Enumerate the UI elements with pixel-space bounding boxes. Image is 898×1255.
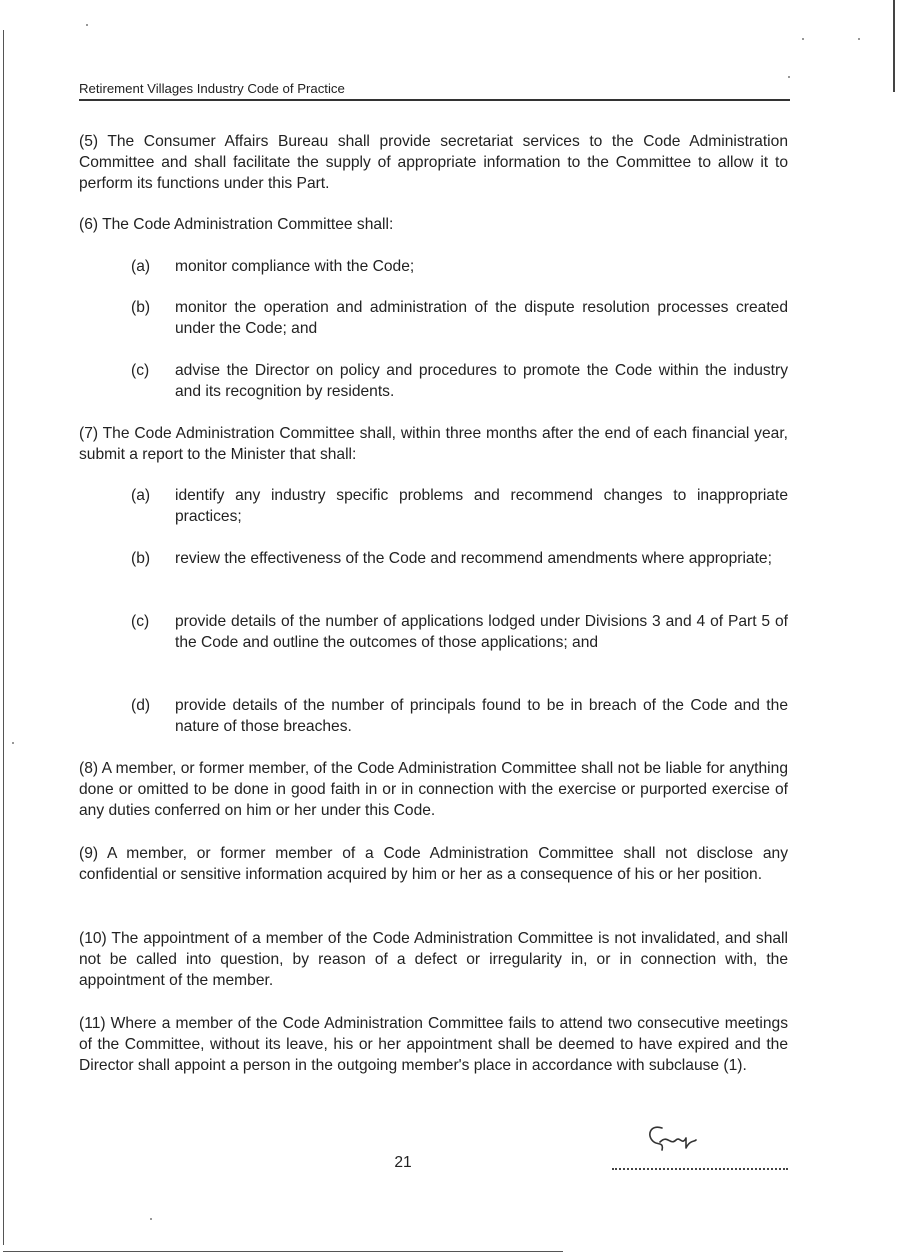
list-item-label: (a) (131, 258, 151, 275)
paragraph-9: (9) A member, or former member of a Code Administration Committee shall not disclose any confidential or sensitive information acquired by him or her as a consequence of his or her position. (79, 845, 788, 883)
scan-speck (788, 76, 790, 78)
scan-speck (150, 1218, 152, 1220)
page-number: 21 (394, 1154, 412, 1171)
list-item-text: identify any industry specific problems and recommend changes to inappropriate practices; (175, 487, 788, 525)
paragraph-7: (7) The Code Administration Committee shall, within three months after the end of each financial year, submit a report to the Minister that shall: (79, 425, 788, 463)
scan-edge-right (893, 0, 895, 92)
scan-speck (802, 38, 804, 40)
list-item-label: (b) (131, 299, 151, 316)
paragraph-8: (8) A member, or former member, of the Code Administration Committee shall not be liable for anything done or omitted to be done in good faith in or in connection with the exercise or purported exercise of any duties conferred on him or her under this Code. (79, 760, 788, 819)
scan-speck (86, 24, 88, 26)
scan-edge-left (3, 30, 4, 1245)
list-item-label: (c) (131, 362, 150, 379)
list-item-text: monitor the operation and administration of the dispute resolution processes created under the Code; and (175, 299, 788, 337)
paragraph-10: (10) The appointment of a member of the Code Administration Committee is not invalidated, and shall not be called into question, by reason of a defect or irregularity in, or in connection with, the appointment of the member. (79, 930, 788, 989)
scan-edge-bottom (3, 1251, 563, 1252)
header-rule (79, 99, 790, 101)
paragraph-5: (5) The Consumer Affairs Bureau shall provide secretariat services to the Code Administration Committee and shall facilitate the supply of appropriate information to the Committee to allow it to perform its functions under this Part. (79, 133, 788, 192)
paragraph-6: (6) The Code Administration Committee shall: (79, 216, 394, 233)
scan-speck (858, 38, 860, 40)
signature-line (612, 1156, 788, 1170)
list-item-text: monitor compliance with the Code; (175, 258, 415, 275)
list-item-label: (c) (131, 613, 150, 630)
scan-speck (12, 742, 14, 744)
list-item-label: (d) (131, 697, 151, 714)
list-item-label: (a) (131, 487, 151, 504)
list-item-text: review the effectiveness of the Code and recommend amendments where appropriate; (175, 550, 772, 567)
list-item-text: provide details of the number of principals found to be in breach of the Code and the nature of those breaches. (175, 697, 788, 735)
paragraph-11: (11) Where a member of the Code Administration Committee fails to attend two consecutive meetings of the Committee, without its leave, his or her appointment shall be deemed to have expired and the Director shall appoint a person in the outgoing member's place in accordance with subclause (1). (79, 1015, 788, 1074)
running-header: Retirement Villages Industry Code of Practice (79, 81, 345, 96)
list-item-label: (b) (131, 550, 151, 567)
initials-signature (640, 1120, 700, 1160)
list-item-text: advise the Director on policy and procedures to promote the Code within the industry and its recognition by residents. (175, 362, 788, 400)
list-item-text: provide details of the number of applications lodged under Divisions 3 and 4 of Part 5 of the Code and outline the outcomes of those applications; and (175, 613, 788, 651)
